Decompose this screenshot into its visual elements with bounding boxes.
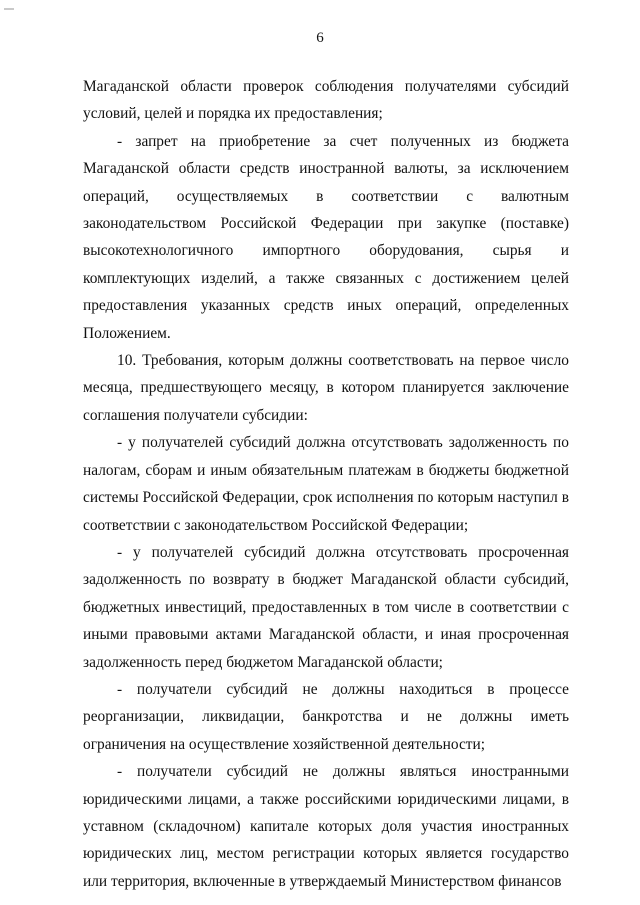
paragraph-currency-ban: - запрет на приобретение за счет полученных из бюджета Магаданской области средств иностранной валюты, за исключением операций, осуществляемых в соответствии с валютным законодательством Российской Федерации при закупке (поставке) высокотехнологичного импортного оборудования, сырья и комплектующих изделий, а также связанных с достижением целей предоставления указанных средств иных операций, определенных Положением. (83, 132, 569, 342)
paragraph-tax-debt: - у получателей субсидий должна отсутствовать задолженность по налогам, сборам и иным обязательным платежам в бюджеты бюджетной системы Российской Федерации, срок исполнения по которым наступил в соответствии с законодательством Российской Федерации; (83, 434, 569, 534)
paragraph-foreign-entities: - получатели субсидий не должны являться иностранными юридическими лицами, а также российскими юридическими лицами, в уставном (складочном) капитале которых доля участия иностранных юридических лиц, местом регистрации которых является государство или территория, включенные в утверждаемый Министерством финансов (83, 763, 569, 890)
paragraph-overdue-debt: - у получателей субсидий должна отсутствовать просроченная задолженность по возврату в бюджет Магаданской области субсидий, бюджетных инвестиций, предоставленных в том числе в соответствии с иными правовыми актами Магаданской области, и иная просроченная задолженность перед бюджетом Магаданской области; (83, 543, 569, 671)
document-body (83, 73, 569, 895)
paragraph-reorganization: - получатели субсидий не должны находиться в процессе реорганизации, ликвидации, банкротства и не должны иметь ограничения на осуществление хозяйственной деятельности; (83, 680, 569, 753)
page-number: 6 (316, 30, 324, 46)
paragraph-continuation: Магаданской области проверок соблюдения получателями субсидий условий, целей и порядка их предоставления; (83, 78, 569, 123)
paragraph-requirements-intro: 10. Требования, которым должны соответствовать на первое число месяца, предшествующего месяцу, в котором планируется заключение соглашения получатели субсидии: (83, 352, 569, 424)
scan-edge-mark (4, 8, 14, 10)
